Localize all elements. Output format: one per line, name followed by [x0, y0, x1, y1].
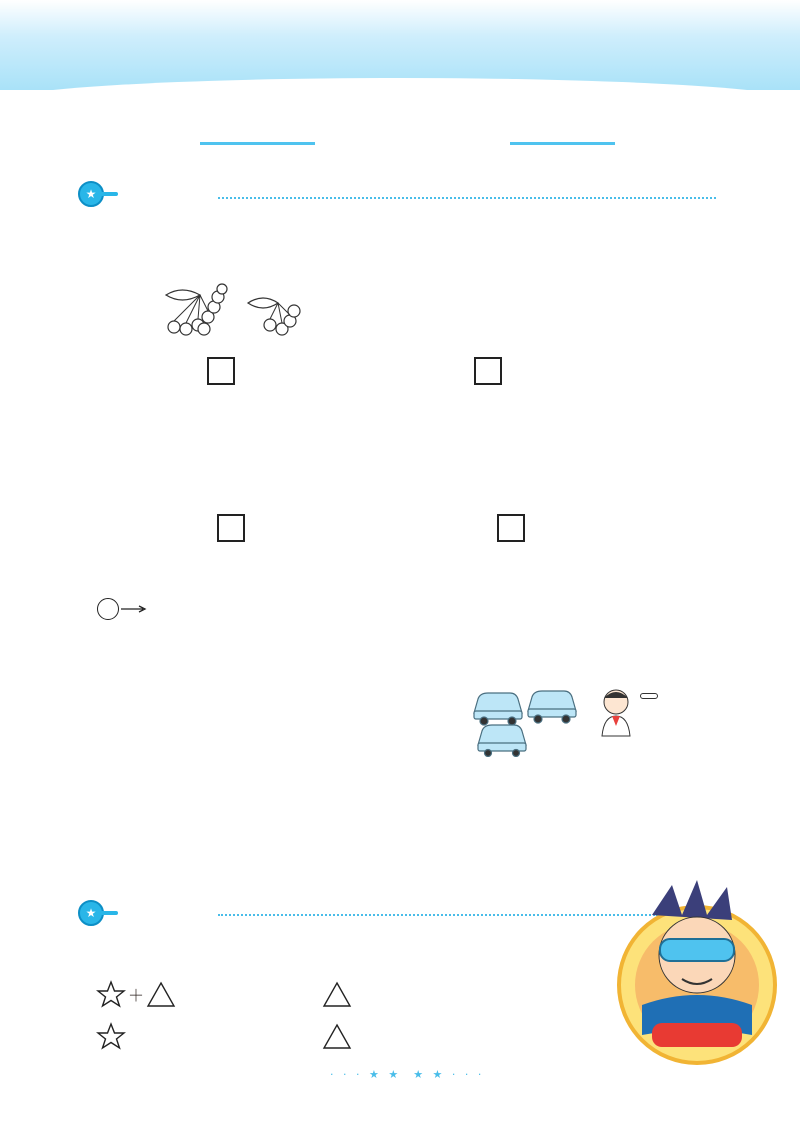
answer-box[interactable] [474, 357, 502, 385]
q3-start [97, 598, 149, 620]
q5-equation-2 [322, 980, 352, 1008]
answer-box[interactable] [207, 357, 235, 385]
section-divider [218, 914, 658, 916]
section-label-basic [100, 192, 118, 196]
triangle-icon [322, 980, 352, 1008]
star-icon [96, 980, 126, 1008]
star-icon: ★ [78, 900, 104, 926]
q4-question [80, 704, 104, 742]
mascot-logo-illustration [612, 875, 782, 1075]
answer-box[interactable] [217, 514, 245, 542]
q2-equation-left [213, 514, 245, 542]
title-line-left [200, 142, 315, 145]
footer-dots-right: ★ ★ · · · [413, 1068, 485, 1081]
section-divider [218, 197, 716, 199]
boy-illustration [596, 686, 636, 738]
q5-equation-1: ＋ [96, 980, 176, 1008]
cherry-group-illustration [160, 283, 310, 343]
q5-equation-4 [322, 1022, 352, 1050]
lesson-title-bar [0, 130, 800, 156]
q2-question [80, 412, 104, 450]
leaf-group-illustration [405, 438, 645, 504]
footer-dots-left: · · · ★ ★ [330, 1068, 402, 1081]
title-line-right [510, 142, 615, 145]
car-group-illustration [470, 685, 590, 757]
watermelon-group-illustration [395, 258, 675, 350]
triangle-icon [322, 1022, 352, 1050]
q2-equation-right [493, 514, 525, 542]
star-icon: ★ [78, 181, 104, 207]
q5-equation-3 [96, 1022, 126, 1050]
section-label-challenge [100, 911, 118, 915]
q1-question [80, 233, 104, 271]
q1-equation-left [203, 357, 235, 385]
star-icon [96, 1022, 126, 1050]
q1-equation-right [470, 357, 502, 385]
start-number-circle [97, 598, 119, 620]
section-badge-basic [78, 181, 118, 207]
car-icon [474, 691, 576, 757]
q3-question [80, 569, 98, 607]
speech-bubble [640, 693, 658, 699]
section-badge-challenge [78, 900, 118, 926]
header-band [0, 0, 800, 90]
triangle-icon [146, 980, 176, 1008]
footer-page [330, 1068, 484, 1081]
answer-box[interactable] [497, 514, 525, 542]
arrow-right-icon [119, 604, 149, 614]
flower-group-illustration [105, 438, 345, 504]
